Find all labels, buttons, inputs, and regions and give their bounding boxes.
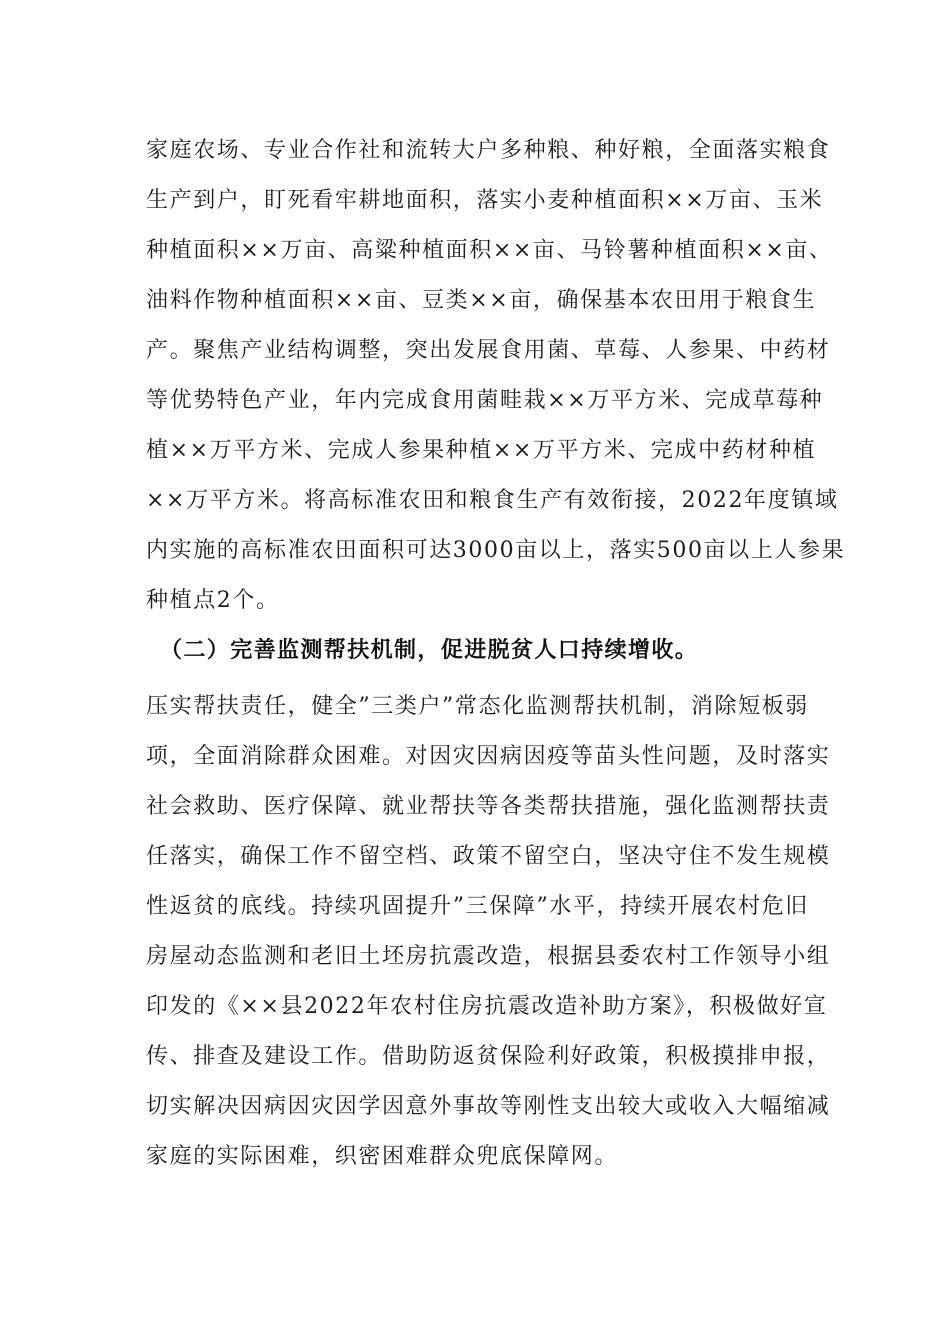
paragraph-2-line-8: 传、排查及建设工作。借助防返贫保险利好政策，积极摸排申报， — [146, 1044, 831, 1069]
paragraph-2-line-4: 任落实，确保工作不留空档、政策不留空白，坚决守住不发生规模 — [146, 844, 831, 869]
paragraph-1-line-2: 生产到户，盯死看牢耕地面积，落实小麦种植面积××万亩、玉米 — [146, 188, 824, 213]
paragraph-1-line-5: 产。聚焦产业结构调整，突出发展食用菌、草莓、人参果、中药材 — [146, 338, 831, 363]
paragraph-1-line-7: 植××万平方米、完成人参果种植××万平方米、完成中药材种植 — [146, 438, 817, 463]
paragraph-2-line-1: 压实帮扶责任，健全”三类户”常态化监测帮扶机制，消除短板弱 — [146, 694, 809, 719]
paragraph-1-line-3: 种植面积××万亩、高粱种植面积××亩、马铃薯种植面积××亩、 — [146, 238, 833, 263]
paragraph-1-line-10: 种植点2个。 — [146, 588, 280, 613]
paragraph-2-line-10: 家庭的实际困难，织密困难群众兜底保障网。 — [146, 1144, 619, 1169]
paragraph-2-line-6: 房屋动态监测和老旧土坯房抗震改造，根据县委农村工作领导小组 — [146, 944, 831, 969]
paragraph-2-line-5: 性返贫的底线。持续巩固提升”三保障”水平，持续开展农村危旧 — [146, 894, 809, 919]
paragraph-2-line-7: 印发的《××县2022年农村住房抗震改造补助方案》，积极做好宣 — [146, 994, 828, 1019]
paragraph-1-line-9: 内实施的高标准农田面积可达3000亩以上，落实500亩以上人参果 — [146, 538, 846, 563]
section-heading: （二）完善监测帮扶机制，促进脱贫人口持续增收。 — [160, 638, 699, 663]
paragraph-1-line-8: ××万平方米。将高标准农田和粮食生产有效衔接，2022年度镇域 — [146, 488, 839, 513]
paragraph-1-line-6: 等优势特色产业，年内完成食用菌畦栽××万平方米、完成草莓种 — [146, 388, 824, 413]
paragraph-1-line-4: 油料作物种植面积××亩、豆类××亩，确保基本农田用于粮食生 — [146, 288, 817, 313]
paragraph-1-line-1: 家庭农场、专业合作社和流转大户多种粮、种好粮，全面落实粮食 — [146, 138, 831, 163]
paragraph-2-line-2: 项，全面消除群众困难。对因灾因病因疫等苗头性问题，及时落实 — [146, 744, 831, 769]
paragraph-2-line-3: 社会救助、医疗保障、就业帮扶等各类帮扶措施，强化监测帮扶责 — [146, 794, 831, 819]
paragraph-2-line-9: 切实解决因病因灾因学因意外事故等刚性支出较大或收入大幅缩减 — [146, 1094, 831, 1119]
